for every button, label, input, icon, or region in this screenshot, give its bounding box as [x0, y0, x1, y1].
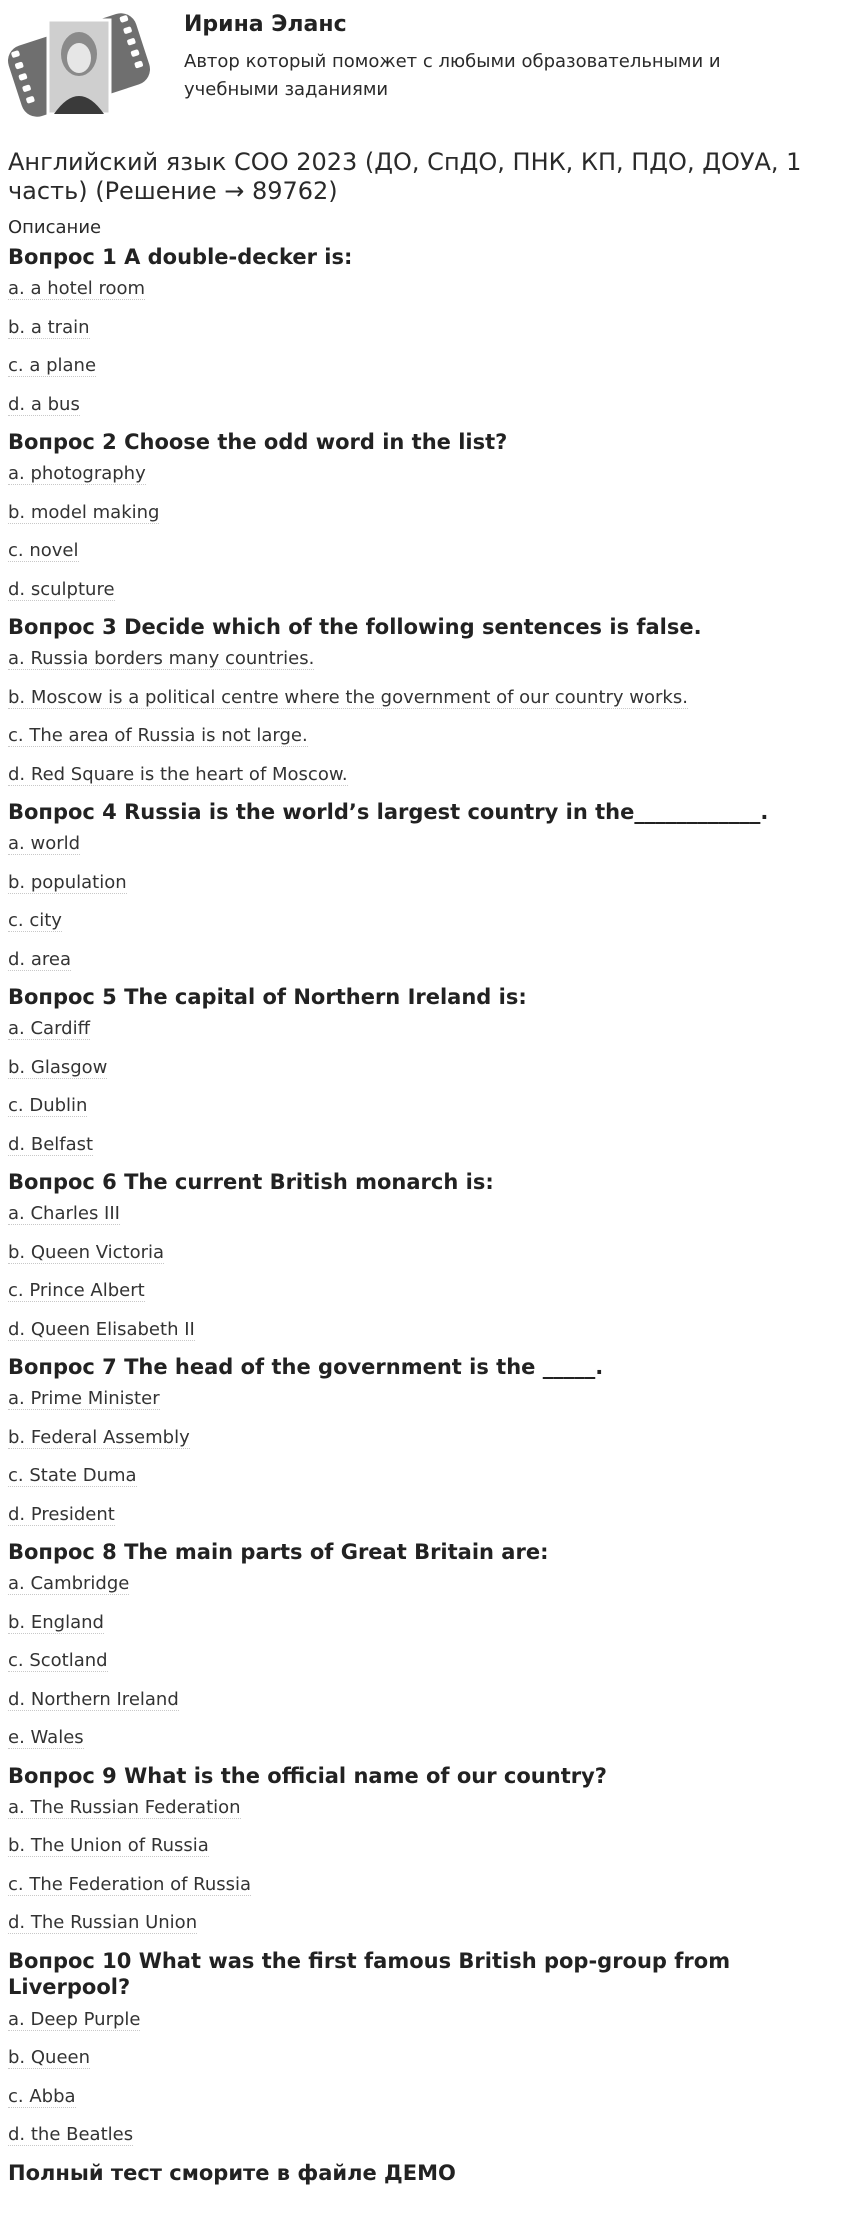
answer-option[interactable]: e. Wales: [8, 1727, 84, 1748]
question-title: Вопрос 5 The capital of Northern Ireland is:: [8, 985, 527, 1009]
answer-option[interactable]: c. Scotland: [8, 1650, 108, 1671]
answer-option[interactable]: a. a hotel room: [8, 278, 146, 299]
answer-option[interactable]: a. Cambridge: [8, 1573, 130, 1594]
question-title: Вопрос 6 The current British monarch is:: [8, 1170, 494, 1194]
answer-option[interactable]: b. Federal Assembly: [8, 1426, 190, 1448]
answer-option[interactable]: b. Moscow is a political centre where the government of our country works.: [8, 686, 688, 708]
answer-option[interactable]: b. England: [8, 1611, 104, 1633]
question-title: Вопрос 7 The head of the government is the _____.: [8, 1355, 604, 1379]
answer-option[interactable]: d. Northern Ireland: [8, 1688, 179, 1710]
answer-option[interactable]: c. The area of Russia is not large.: [8, 725, 308, 746]
question-title: Вопрос 8 The main parts of Great Britain are:: [8, 1540, 549, 1564]
avatar-filmstrip-icon: [8, 6, 150, 124]
answer-option[interactable]: a. Cardiff: [8, 1018, 90, 1039]
answer-option[interactable]: a. Deep Purple: [8, 2008, 141, 2030]
answer-option[interactable]: d. Red Square is the heart of Moscow.: [8, 763, 348, 785]
answer-option[interactable]: d. the Beatles: [8, 2124, 134, 2145]
answer-option[interactable]: d. area: [8, 948, 72, 970]
answer-option[interactable]: a. Prime Minister: [8, 1388, 160, 1409]
answer-option[interactable]: c. The Federation of Russia: [8, 1873, 252, 1895]
answer-option[interactable]: b. Queen Victoria: [8, 1241, 165, 1263]
question-title: Вопрос 3 Decide which of the following sentences is false.: [8, 615, 702, 639]
author-avatar[interactable]: [8, 6, 150, 124]
answer-option[interactable]: b. model making: [8, 501, 160, 523]
answer-option[interactable]: b. population: [8, 871, 127, 893]
answer-option[interactable]: d. Belfast: [8, 1133, 94, 1155]
question-title: Вопрос 4 Russia is the world’s largest country in the____________.: [8, 800, 769, 824]
answer-option[interactable]: c. Prince Albert: [8, 1280, 145, 1301]
answer-option[interactable]: c. city: [8, 910, 62, 931]
questions-list: [8, 242, 828, 2186]
author-description: Автор который поможет с любыми образовательными и учебными заданиями: [184, 51, 721, 100]
question-title: Вопрос 1 A double-decker is:: [8, 245, 353, 269]
description-label: Описание: [8, 217, 102, 238]
answer-option[interactable]: b. a train: [8, 316, 90, 338]
answer-option[interactable]: d. a bus: [8, 393, 80, 415]
answer-option[interactable]: c. Abba: [8, 2085, 76, 2107]
answer-option[interactable]: b. Glasgow: [8, 1056, 108, 1078]
answer-option[interactable]: c. State Duma: [8, 1465, 137, 1486]
answer-option[interactable]: c. novel: [8, 540, 79, 561]
answer-option[interactable]: c. Dublin: [8, 1095, 88, 1116]
page-title: Английский язык СОО 2023 (ДО, СпДО, ПНК, КП, ПДО, ДОУА, 1 часть) (Решение → 89762): [8, 148, 802, 205]
answer-option[interactable]: a. Charles III: [8, 1203, 120, 1224]
answer-option[interactable]: a. Russia borders many countries.: [8, 648, 315, 669]
answer-option[interactable]: d. President: [8, 1503, 115, 1525]
author-header: [0, 0, 847, 138]
answer-option[interactable]: d. sculpture: [8, 578, 115, 600]
answer-option[interactable]: a. photography: [8, 463, 146, 484]
answer-option[interactable]: a. world: [8, 833, 81, 854]
answer-option[interactable]: d. Queen Elisabeth II: [8, 1318, 195, 1340]
author-name[interactable]: Ирина Эланс: [184, 12, 347, 37]
question-title: Вопрос 2 Choose the odd word in the list?: [8, 430, 508, 454]
answer-option[interactable]: b. The Union of Russia: [8, 1835, 209, 1856]
answer-option[interactable]: c. a plane: [8, 355, 97, 376]
answer-option[interactable]: a. The Russian Federation: [8, 1796, 241, 1818]
answer-option[interactable]: b. Queen: [8, 2047, 91, 2068]
answer-option[interactable]: d. The Russian Union: [8, 1912, 198, 1933]
question-title: Вопрос 10 What was the first famous British pop-group from Liverpool?: [8, 1948, 731, 1999]
full-test-note: Полный тест сморите в файле ДЕМО: [8, 2160, 456, 2185]
question-title: Вопрос 9 What is the official name of our country?: [8, 1763, 607, 1788]
